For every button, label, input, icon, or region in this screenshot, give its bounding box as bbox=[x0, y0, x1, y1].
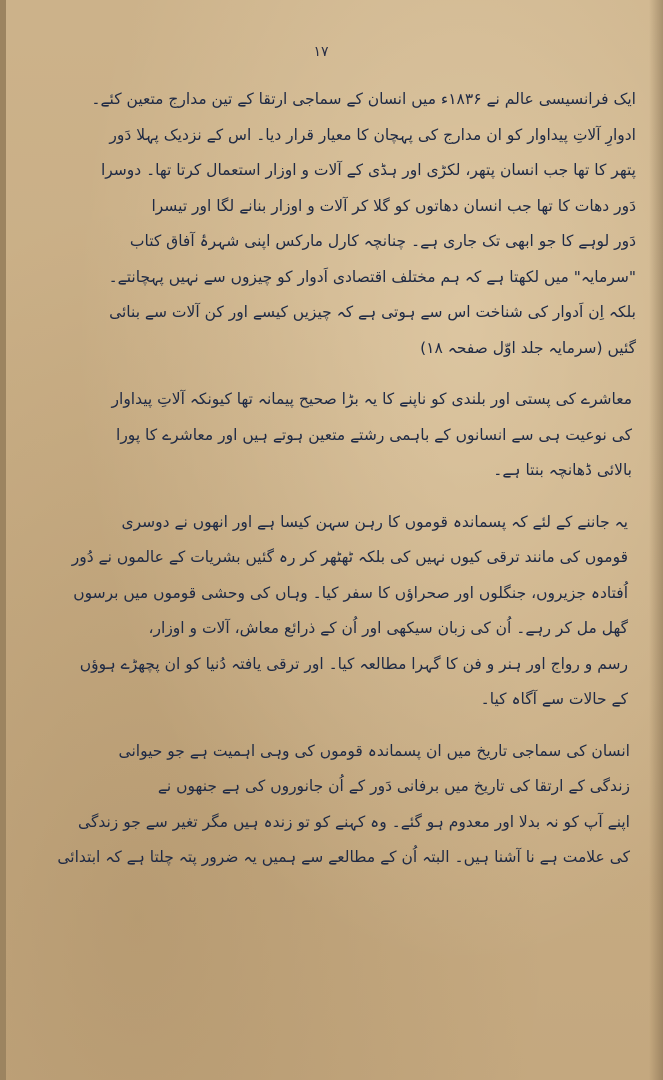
paragraph-4: انسان کی سماجی تاریخ میں ان پسماندہ قوموں کی وہی اہمیت ہے جو حیوانی زندگی کے ارتقا کی تاریخ میں برفانی دَور کے اُن جانوروں کی ہے جنھوں نے اپنے آپ کو نہ بدلا اور معدوم ہو گئے۔ وہ کہنے کو تو زندہ ہیں مگر تغیر سے جو زندگی کی علامت ہے نا آشنا ہیں۔ البتہ اُن کے مطالعے سے ہمیں یہ ضرور پتہ چلتا ہے کہ ابتدائی bbox=[57, 741, 630, 866]
page-number: ١٧ bbox=[313, 44, 329, 60]
paragraph-3: یہ جاننے کے لئے کہ پسماندہ قوموں کا رہن سہن کیسا ہے اور انھوں نے دوسری قوموں کی مانند ترقی کیوں نہیں کی بلکہ ٹھٹھر کر رہ گئیں بشریات کے عالموں نے دُور اُفتادہ جزیروں، جنگلوں اور صحراؤں کا سفر کیا۔ وہاں کی وحشی قوموں میں برسوں گھل مل کر رہے۔ اُن کی زبان سیکھی اور اُن کے ذرائع معاش، آلات و اوزار، رسم و رواج اور ہنر و فن کا گہرا مطالعہ کیا۔ اور ترقی یافتہ دُنیا کو ان پچھڑے ہوؤں کے حالات سے آگاہ کیا۔ bbox=[71, 512, 628, 708]
page-body bbox=[46, 82, 636, 876]
paragraph-2: معاشرے کی پستی اور بلندی کو ناپنے کا یہ بڑا صحیح پیمانہ تھا کیونکہ آلاتِ پیداوار کی نوعیت ہی سے انسانوں کے باہمی رشتے متعین ہوتے ہیں اور معاشرے کا پورا بالائی ڈھانچہ بنتا ہے۔ bbox=[111, 390, 632, 479]
page-edge-shadow bbox=[649, 0, 663, 1080]
paragraph-1: ایک فرانسیسی عالم نے ۱۸۳۶ء میں انسان کے سماجی ارتقا کے تین مدارج متعین کئے۔ ادوارِ آلاتِ پیداوار کو ان مدارج کی پہچان کا معیار قرار دیا۔ اس کے نزدیک پہلا دَور پتھر کا تھا جب انسان پتھر، لکڑی اور ہڈی کے آلات و اوزار استعمال کرتا تھا۔ دوسرا دَور دھات کا تھا جب انسان دھاتوں کو گلا کر آلات و اوزار بنانے لگا اور تیسرا دَور لوہے کا جو ابھی تک جاری ہے۔ چنانچہ کارل مارکس اپنی شہرۂ آفاق کتاب "سرمایہ" میں لکھتا ہے کہ ہم مختلف اقتصادی اَدوار کو چیزوں سے نہیں پہچانتے۔ بلکہ اِن اَدوار کی شناخت اس سے ہوتی ہے کہ چیزیں کیسے اور کن آلات سے بنائی گئیں (سرمایہ جلد اوّل صفحہ ۱۸) bbox=[91, 90, 636, 357]
